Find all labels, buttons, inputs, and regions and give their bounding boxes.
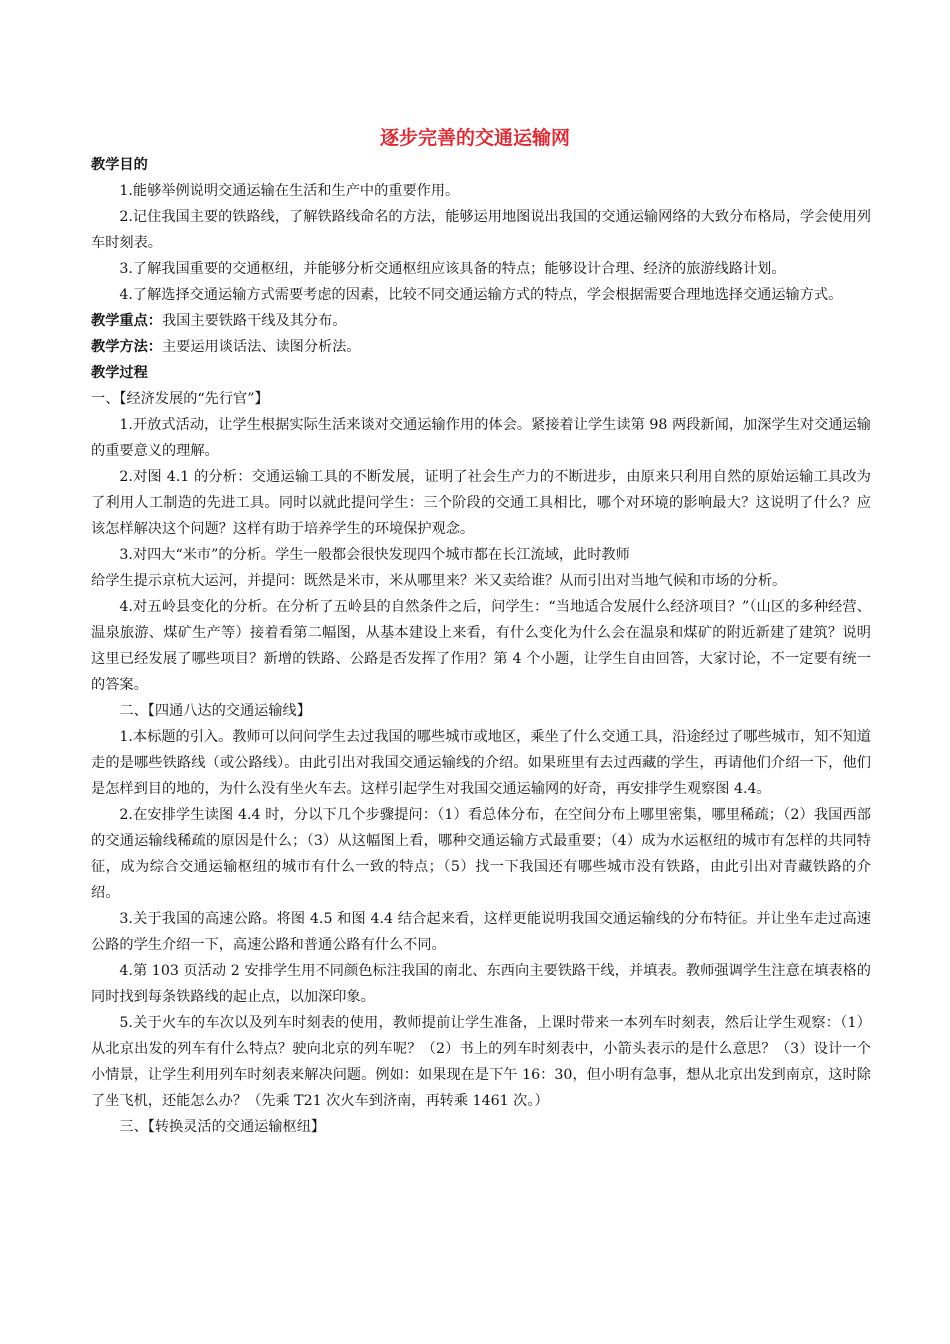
objective-item: 2.记住我国主要的铁路线，了解铁路线命名的方法，能够运用地图说出我国的交通运输网络的大致分布格局，学会使用列车时刻表。 — [91, 209, 871, 251]
objectives-heading: 教学目的 — [91, 157, 148, 173]
section2-paragraph: 5.关于火车的车次以及列车时刻表的使用，教师提前让学生准备，上课时带来一本列车时刻表，然后让学生观察：（1）从北京出发的列车有什么特点？驶向北京的列车呢？（2）书上的列车时刻表中，小箭头表示的是什么意思？（3）设计一个小情景，让学生利用列车时刻表来解决问题。例如：如果现在是下午 16：30，但小明有急事，想从北京出发到南京，这时除了坐飞机，还能怎么办？（先乘 T21 次火车到济南，再转乘 1461 次。） — [91, 1015, 871, 1109]
section2-paragraph: 2.在安排学生读图 4.4 时，分以下几个步骤提问：（1）看总体分布，在空间分布上哪里密集，哪里稀疏；（2）我国西部的交通运输线稀疏的原因是什么；（3）从这幅图上看，哪种交通运输方式最重要；（4）成为水运枢纽的城市有怎样的共同特征，成为综合交通运输枢纽的城市有什么一致的特点；（5）找一下我国还有哪些城市没有铁路，由此引出对青藏铁路的介绍。 — [91, 807, 871, 901]
section1-paragraph: 3.对四大“米市”的分析。学生一般都会很快发现四个城市都在长江流域，此时教师 — [119, 547, 630, 563]
objective-item: 3.了解我国重要的交通枢纽，并能够分析交通枢纽应该具备的特点；能够设计合理、经济的旅游线路计划。 — [119, 261, 786, 277]
key-points-label: 教学重点： — [91, 313, 162, 329]
section2-paragraph: 1.本标题的引入。教师可以问问学生去过我国的哪些城市或地区，乘坐了什么交通工具，沿途经过了哪些城市，知不知道走的是哪些铁路线（或公路线）。由此引出对我国交通运输线的介绍。如果班里有去过西藏的学生，再请他们介绍一下，他们是怎样到目的地的，为什么没有坐火车去。这样引起学生对我国交通运输网的好奇，再安排学生观察图 4.4。 — [91, 729, 871, 797]
document-body — [91, 152, 871, 1140]
objective-item: 1.能够举例说明交通运输在生活和生产中的重要作用。 — [119, 183, 460, 199]
methods-text: 主要运用谈话法、读图分析法。 — [161, 339, 361, 355]
section1-paragraph: 给学生提示京杭大运河，并提问：既然是米市，米从哪里来？米又卖给谁？从而引出对当地气候和市场的分析。 — [91, 573, 787, 589]
process-heading: 教学过程 — [91, 365, 148, 381]
section1-heading: 一、【经济发展的“先行官”】 — [91, 391, 269, 407]
section1-paragraph: 1.开放式活动，让学生根据实际生活来谈对交通运输作用的体会。紧接着让学生读第 98 两段新闻，加深学生对交通运输的重要意义的理解。 — [91, 417, 871, 459]
section1-paragraph: 4.对五岭县变化的分析。在分析了五岭县的自然条件之后，问学生：“当地适合发展什么经济项目？”（山区的多种经营、温泉旅游、煤矿生产等）接着看第二幅图，从基本建设上来看，有什么变化为什么会在温泉和煤矿的附近新建了建筑？说明这里已经发展了哪些项目？新增的铁路、公路是否发挥了作用？第 4 个小题，让学生自由回答，大家讨论，不一定要有统一的答案。 — [91, 599, 871, 693]
section1-paragraph: 2.对图 4.1 的分析：交通运输工具的不断发展，证明了社会生产力的不断进步，由原来只利用自然的原始运输工具改为了利用人工制造的先进工具。同时以就此提问学生：三个阶段的交通工具相比，哪个对环境的影响最大？这说明了什么？应该怎样解决这个问题？这样有助于培养学生的环境保护观念。 — [91, 469, 871, 537]
teaching-methods — [91, 334, 871, 360]
section2-paragraph: 4.第 103 页活动 2 安排学生用不同颜色标注我国的南北、东西向主要铁路干线，并填表。教师强调学生注意在填表格的同时找到每条铁路线的起止点，以加深印象。 — [91, 963, 871, 1005]
objective-item: 4.了解选择交通运输方式需要考虑的因素，比较不同交通运输方式的特点，学会根据需要合理地选择交通运输方式。 — [119, 287, 843, 303]
document-title: 逐步完善的交通运输网 — [379, 127, 570, 149]
section2-heading: 二、【四通八达的交通运输线】 — [119, 703, 311, 719]
key-points-text: 我国主要铁路干线及其分布。 — [161, 313, 347, 329]
section3-heading: 三、【转换灵活的交通运输枢纽】 — [119, 1119, 326, 1135]
section2-paragraph: 3.关于我国的高速公路。将图 4.5 和图 4.4 结合起来看，这样更能说明我国交通运输线的分布特征。并让坐车走过高速公路的学生介绍一下，高速公路和普通公路有什么不同。 — [91, 911, 871, 953]
methods-label: 教学方法： — [91, 339, 162, 355]
key-points — [91, 308, 871, 334]
